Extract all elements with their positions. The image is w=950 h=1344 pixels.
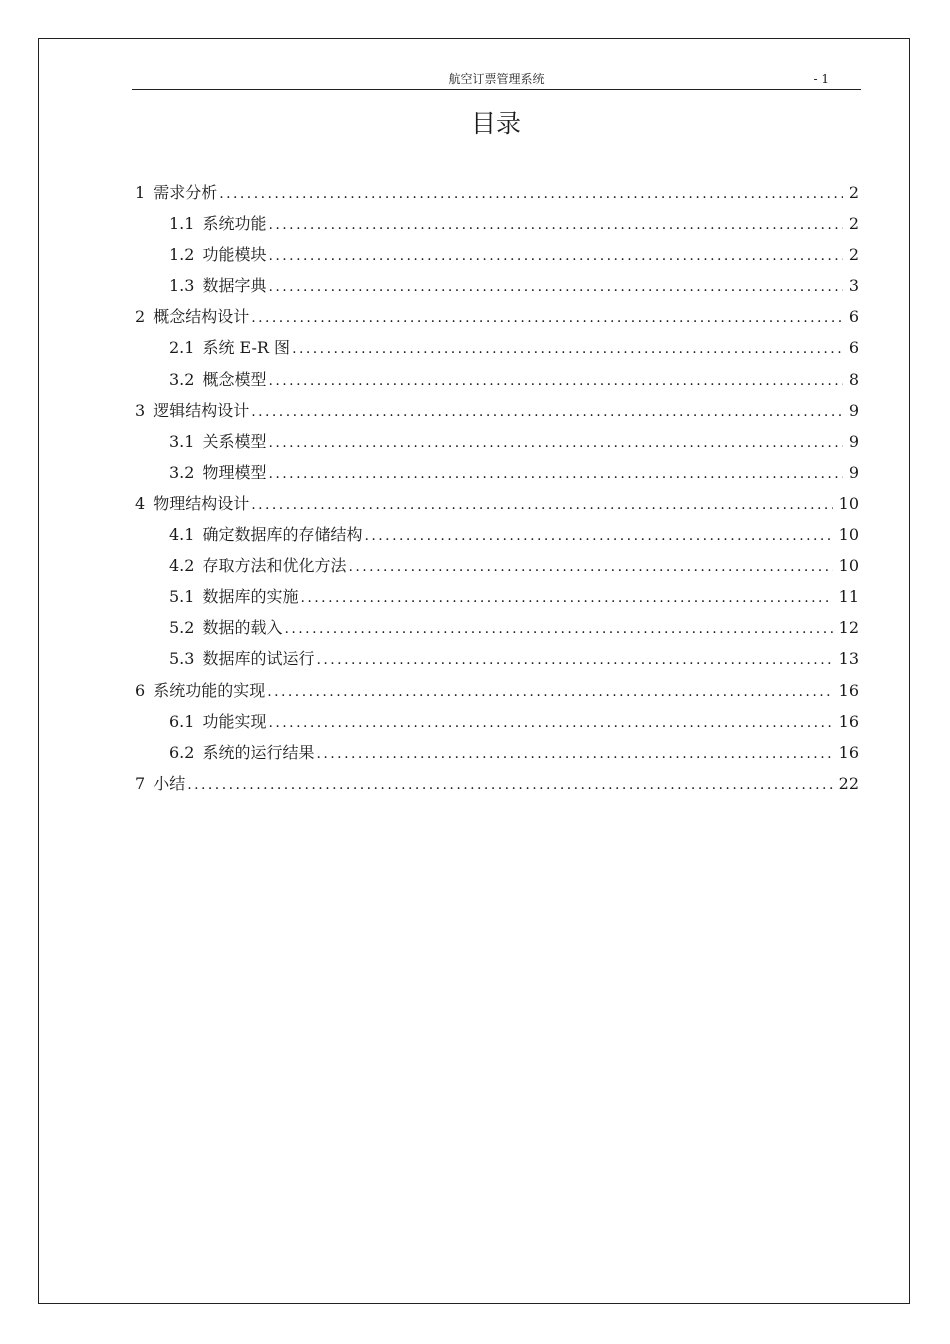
toc-entry-text: 功能实现	[202, 711, 267, 731]
toc-entry-number: 3.2	[169, 462, 195, 482]
toc-dot-leader	[268, 428, 842, 459]
toc-entry-number: 1.3	[169, 276, 195, 296]
toc-entry[interactable]	[135, 612, 859, 643]
toc-entry-text: 小结	[153, 773, 186, 793]
toc-entry[interactable]	[135, 208, 859, 239]
toc-entry-page: 3	[848, 276, 859, 296]
toc-entry[interactable]	[135, 706, 859, 737]
toc-entry[interactable]	[135, 675, 859, 706]
toc-entry-number: 5.2	[169, 618, 195, 638]
toc-entry-number: 1.2	[169, 245, 195, 265]
toc-entry-number: 4	[135, 493, 146, 513]
toc-entry-page: 8	[848, 369, 859, 389]
toc-entry-page: 12	[838, 618, 859, 638]
toc-entry[interactable]	[135, 550, 859, 581]
toc-entry-number: 2	[135, 307, 146, 327]
toc-entry[interactable]	[135, 239, 859, 270]
header-title: 航空订票管理系统	[448, 72, 545, 86]
toc-entry-page: 10	[838, 493, 859, 513]
toc-entry-text: 逻辑结构设计	[153, 400, 250, 420]
toc-entry-number: 3.1	[169, 431, 195, 451]
toc-entry-number: 6.2	[169, 742, 195, 762]
running-header	[132, 70, 861, 90]
toc-entry[interactable]	[135, 177, 859, 208]
toc-entry-page: 11	[838, 587, 859, 607]
toc-title: 目录	[470, 109, 521, 138]
toc-entry-text: 系统的运行结果	[202, 742, 315, 762]
toc-entry-text: 确定数据库的存储结构	[202, 525, 363, 545]
toc-entry-number: 1	[135, 183, 146, 202]
toc-entry-page: 6	[848, 338, 859, 358]
toc-dot-leader	[316, 645, 832, 676]
toc-dot-leader	[284, 614, 832, 645]
toc-entry-number: 4.2	[169, 556, 195, 576]
toc-dot-leader	[268, 210, 842, 241]
toc-entry-text: 概念结构设计	[153, 307, 250, 327]
toc-entry-page: 16	[838, 711, 859, 731]
toc-entry-text: 存取方法和优化方法	[202, 556, 347, 576]
toc-entry-text: 数据的载入	[202, 618, 283, 638]
toc-entry-text: 功能模块	[202, 245, 267, 265]
toc-entry-number: 4.1	[169, 525, 195, 545]
toc-entry[interactable]	[135, 457, 859, 488]
toc-entry-text: 系统功能的实现	[153, 680, 266, 700]
toc-entry-page: 9	[848, 400, 859, 420]
toc-dot-leader	[268, 459, 842, 490]
toc-entry[interactable]	[135, 519, 859, 550]
toc-entry[interactable]	[135, 364, 859, 395]
toc-entry-number: 5.3	[169, 649, 195, 669]
toc-entry-text: 关系模型	[202, 431, 267, 451]
toc-dot-leader	[267, 677, 832, 708]
table-of-contents	[135, 177, 859, 799]
toc-entry-number: 5.1	[169, 587, 195, 607]
toc-entry[interactable]	[135, 768, 859, 799]
header-page-number: - 1	[813, 72, 829, 86]
toc-entry-page: 2	[848, 245, 859, 265]
toc-entry-page: 13	[838, 649, 859, 669]
toc-entry[interactable]	[135, 581, 859, 612]
toc-entry-text: 数据字典	[202, 276, 267, 296]
toc-dot-leader	[187, 770, 832, 801]
toc-entry[interactable]	[135, 332, 859, 363]
toc-entry-text: 需求分析	[153, 183, 218, 202]
toc-entry-page: 6	[848, 307, 859, 327]
toc-entry-page: 9	[848, 462, 859, 482]
toc-entry[interactable]	[135, 488, 859, 519]
toc-entry-page: 9	[848, 431, 859, 451]
toc-entry-text: 概念模型	[202, 369, 267, 389]
toc-dot-leader	[268, 708, 832, 739]
toc-entry-text: 物理结构设计	[153, 493, 250, 513]
toc-dot-leader	[268, 366, 842, 397]
toc-entry[interactable]	[135, 737, 859, 768]
toc-entry-page: 10	[838, 556, 859, 576]
toc-dot-leader	[316, 739, 832, 770]
toc-dot-leader	[268, 272, 842, 303]
toc-entry-page: 16	[838, 680, 859, 700]
toc-entry-text: 系统功能	[202, 214, 267, 234]
toc-entry-number: 7	[135, 773, 146, 793]
toc-entry-text: 物理模型	[202, 462, 267, 482]
toc-dot-leader	[292, 334, 843, 365]
toc-dot-leader	[251, 490, 832, 521]
toc-entry-number: 6	[135, 680, 146, 700]
toc-entry-text: 系统 E-R 图	[202, 338, 291, 358]
toc-entry[interactable]	[135, 270, 859, 301]
toc-entry-number: 1.1	[169, 214, 195, 234]
toc-dot-leader	[364, 521, 832, 552]
toc-entry-number: 2.1	[169, 338, 195, 358]
toc-entry-page: 16	[838, 742, 859, 762]
toc-entry-number: 6.1	[169, 711, 195, 731]
toc-dot-leader	[268, 241, 842, 272]
toc-dot-leader	[300, 583, 832, 614]
toc-entry-text: 数据库的实施	[202, 587, 299, 607]
toc-dot-leader	[219, 179, 843, 210]
toc-dot-leader	[348, 552, 832, 583]
toc-entry[interactable]	[135, 426, 859, 457]
toc-entry[interactable]	[135, 643, 859, 674]
toc-entry-page: 2	[848, 214, 859, 234]
toc-entry-number: 3.2	[169, 369, 195, 389]
toc-entry-page: 22	[838, 773, 859, 793]
toc-entry-text: 数据库的试运行	[202, 649, 315, 669]
toc-dot-leader	[251, 397, 843, 428]
toc-dot-leader	[251, 303, 843, 334]
toc-entry[interactable]	[135, 395, 859, 426]
toc-entry[interactable]	[135, 301, 859, 332]
toc-entry-page: 10	[838, 525, 859, 545]
toc-entry-page: 2	[848, 183, 859, 202]
toc-entry-number: 3	[135, 400, 146, 420]
